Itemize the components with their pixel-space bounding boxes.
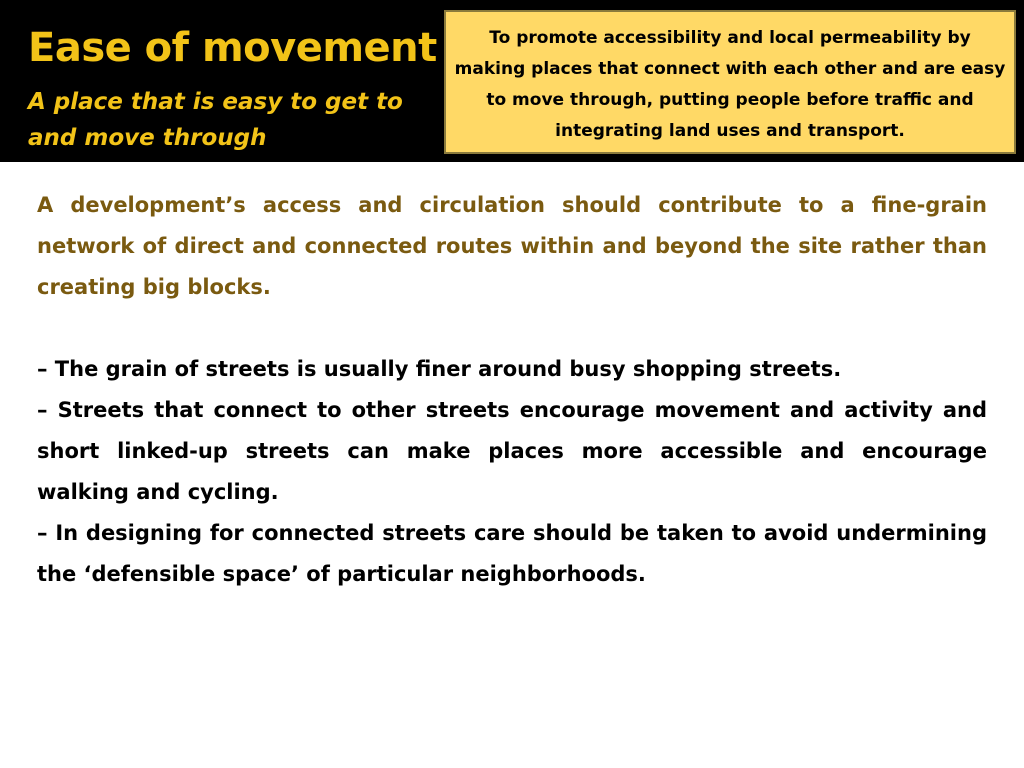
header-bar <box>0 0 1024 162</box>
callout-text: To promote accessibility and local permeability by making places that connect with each other and are easy to move through, putting people before traffic and integrating land uses and transport. <box>454 28 1006 141</box>
paragraph-gap <box>37 308 987 349</box>
body-content <box>37 185 987 595</box>
slide-title: Ease of movement <box>28 25 437 71</box>
slide-subtitle: A place that is easy to get to and move through <box>28 89 403 151</box>
list-item: – Streets that connect to other streets encourage movement and activity and short linked-up streets can make places more accessible and encourage walking and cycling. <box>37 398 987 504</box>
lead-paragraph: A development’s access and circulation should contribute to a fine-grain network of direct and connected routes within and beyond the site rather than creating big blocks. <box>37 193 987 299</box>
list-item: – In designing for connected streets care should be taken to avoid undermining the ‘defensible space’ of particular neighborhoods. <box>37 521 987 586</box>
callout-box <box>444 10 1016 154</box>
list-item: – The grain of streets is usually finer around busy shopping streets. <box>37 357 842 381</box>
